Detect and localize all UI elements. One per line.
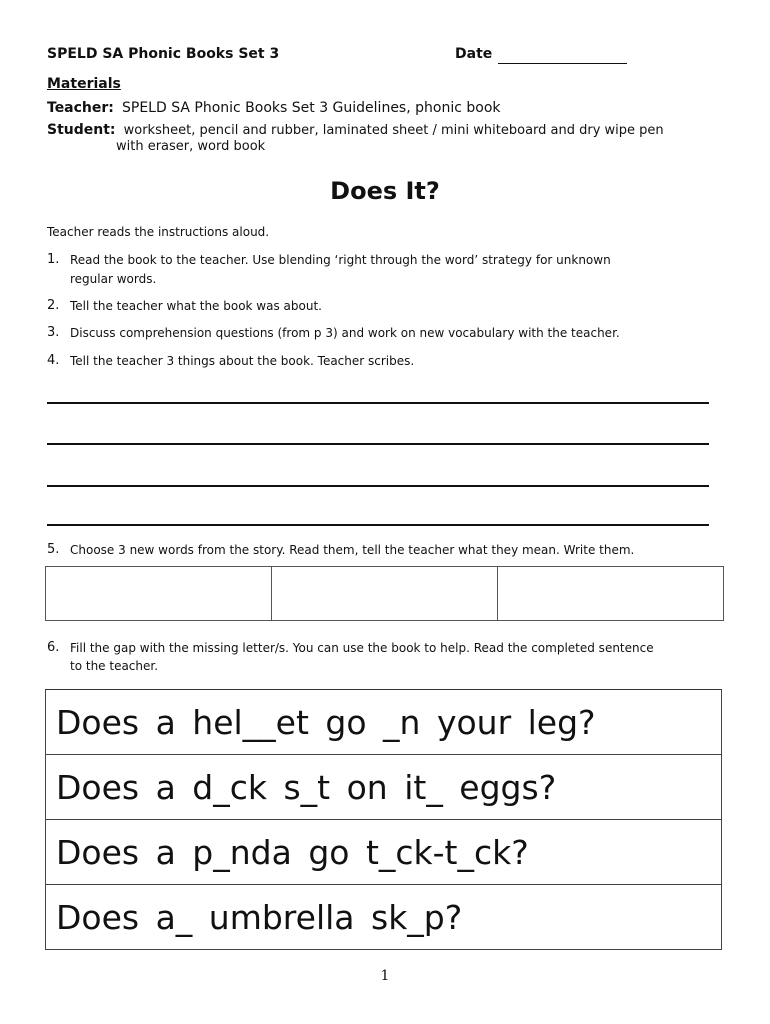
new-word-box[interactable] [46, 567, 272, 621]
instruction-number: 6. [47, 640, 60, 655]
instruction-text: Fill the gap with the missing letter/s. You can use the book to help. Read the completed sentence [70, 641, 654, 655]
student-materials-row [47, 119, 664, 138]
teacher-label: Teacher: [47, 100, 114, 116]
student-materials-continued: with eraser, word book [116, 139, 266, 154]
instruction-number: 3. [47, 325, 60, 340]
instruction-text-continued: regular words. [70, 272, 157, 286]
materials-heading: Materials [47, 76, 121, 92]
instruction-text: Tell the teacher 3 things about the book. Teacher scribes. [70, 354, 415, 368]
date-blank-line [498, 63, 627, 64]
writing-line[interactable] [47, 402, 709, 404]
new-words-table [45, 566, 724, 621]
gap-fill-sentences [45, 689, 722, 950]
instruction-text: Read the book to the teacher. Use blending ‘right through the word’ strategy for unknown [70, 253, 611, 267]
writing-line[interactable] [47, 485, 709, 487]
instruction-text: Choose 3 new words from the story. Read them, tell the teacher what they mean. Write them. [70, 543, 635, 557]
instruction-text-continued: to the teacher. [70, 659, 159, 673]
instruction-text: Tell the teacher what the book was about. [70, 299, 322, 313]
page-title: Does It? [330, 177, 440, 205]
worksheet-series-title: SPELD SA Phonic Books Set 3 [47, 46, 280, 62]
new-word-box[interactable] [272, 567, 498, 621]
gap-fill-sentence[interactable]: Does a hel__et go _n your leg? [46, 690, 722, 755]
new-word-box[interactable] [498, 567, 724, 621]
intro-text: Teacher reads the instructions aloud. [47, 225, 270, 239]
gap-fill-sentence[interactable]: Does a d_ck s_t on it_ eggs? [46, 755, 722, 820]
instruction-number: 5. [47, 542, 60, 557]
student-label: Student: [47, 122, 116, 138]
gap-fill-sentence[interactable]: Does a p_nda go t_ck-t_ck? [46, 820, 722, 885]
teacher-materials-row [47, 97, 501, 116]
writing-line[interactable] [47, 443, 709, 445]
student-materials: worksheet, pencil and rubber, laminated sheet / mini whiteboard and dry wipe pen [123, 123, 664, 138]
instruction-number: 2. [47, 298, 60, 313]
date-label: Date [455, 46, 493, 62]
instruction-number: 1. [47, 252, 60, 267]
instruction-text: Discuss comprehension questions (from p 3) and work on new vocabulary with the teacher. [70, 326, 620, 340]
instruction-number: 4. [47, 353, 60, 368]
page-number: 1 [380, 968, 390, 984]
teacher-materials: SPELD SA Phonic Books Set 3 Guidelines, phonic book [122, 100, 501, 116]
writing-line[interactable] [47, 524, 709, 526]
gap-fill-sentence[interactable]: Does a_ umbrella sk_p? [46, 885, 722, 950]
